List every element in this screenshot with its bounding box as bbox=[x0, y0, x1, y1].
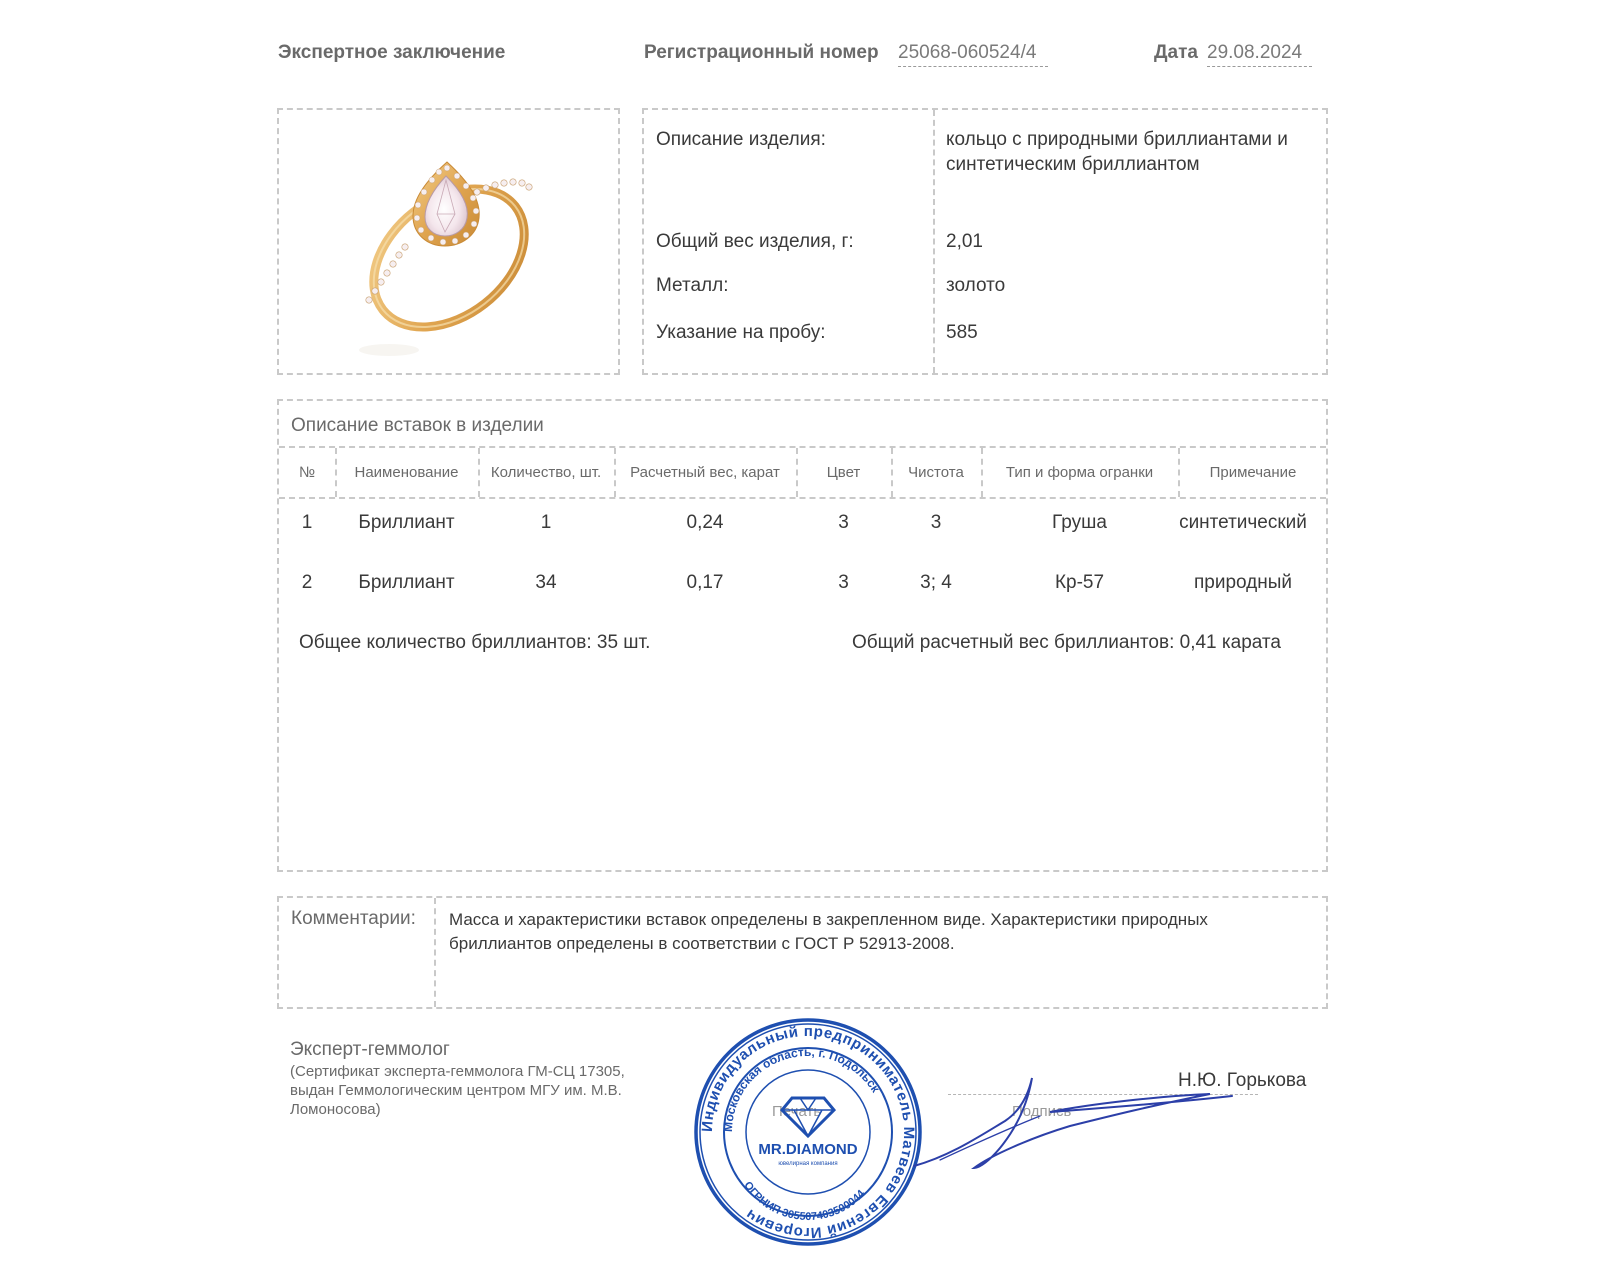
table-cell: 0,24 bbox=[686, 512, 724, 533]
table-cell: Груша bbox=[1052, 512, 1107, 533]
metal-label: Металл: bbox=[656, 275, 729, 296]
company-stamp bbox=[692, 1016, 924, 1248]
table-cell: 3 bbox=[838, 512, 849, 533]
stamp-inner-text: Московская область, г. Подольск bbox=[720, 1044, 883, 1133]
table-cell: 1 bbox=[540, 512, 552, 533]
diamond-logo-icon bbox=[782, 1098, 834, 1136]
table-cell: 34 bbox=[535, 572, 557, 593]
table-cell: Бриллиант bbox=[358, 572, 455, 593]
comments-text: Масса и характеристики вставок определены в закрепленном виде. Характеристики природных бриллиантов определены в соответствии с ГОСТ Р 52913-2008. bbox=[449, 910, 1208, 953]
metal-value: золото bbox=[946, 275, 1006, 296]
total-count: Общее количество бриллиантов: 35 шт. bbox=[299, 632, 651, 653]
table-cell: 0,17 bbox=[686, 572, 724, 593]
inserts-title: Описание вставок в изделии bbox=[291, 415, 544, 436]
table-cell: Кр-57 bbox=[1054, 572, 1105, 593]
ring-image bbox=[279, 110, 618, 373]
signature-hint: Подпись bbox=[1012, 1103, 1072, 1120]
table-cell: 3 bbox=[930, 512, 942, 533]
reg-number-label: Регистрационный номер bbox=[644, 42, 879, 63]
table-cell: 3 bbox=[838, 572, 849, 593]
column-header-clarity: Чистота bbox=[908, 464, 964, 481]
table-cell: 1 bbox=[301, 512, 313, 533]
expert-name: Н.Ю. Горькова bbox=[1178, 1070, 1307, 1091]
table-cell: Бриллиант bbox=[358, 512, 455, 533]
column-divider bbox=[933, 110, 935, 373]
column-header-note: Примечание bbox=[1209, 464, 1297, 481]
column-divider bbox=[434, 898, 436, 1007]
description-label: Описание изделия: bbox=[656, 129, 826, 150]
column-header-color: Цвет bbox=[826, 464, 861, 481]
document-title: Экспертное заключение bbox=[278, 42, 506, 63]
date-label: Дата bbox=[1154, 42, 1198, 63]
expert-certificate: (Сертификат эксперта-геммолога ГМ-СЦ 17305, выдан Геммологическим центром МГУ им. М.В. Ломоносова) bbox=[290, 1063, 625, 1118]
column-header-quantity: Количество, шт. bbox=[490, 464, 602, 481]
date-value: 29.08.2024 bbox=[1207, 42, 1312, 67]
hallmark-label: Указание на пробу: bbox=[656, 322, 826, 343]
table-cell: синтетический bbox=[1179, 512, 1307, 533]
comments-label: Комментарии: bbox=[291, 908, 416, 929]
description-value: кольцо с природными бриллиантами и синтетическим бриллиантом bbox=[946, 129, 1288, 175]
column-header-number: № bbox=[298, 464, 316, 481]
stamp-hint: Печать bbox=[772, 1103, 822, 1120]
item-description-box bbox=[642, 108, 1328, 375]
stamp-brand: MR.DIAMOND bbox=[758, 1141, 858, 1158]
stamp-brand-sub: ювелирная компания bbox=[778, 1161, 838, 1167]
hallmark-value: 585 bbox=[946, 322, 978, 343]
inserts-box bbox=[277, 399, 1328, 872]
expert-title: Эксперт-геммолог bbox=[290, 1039, 450, 1060]
weight-value: 2,01 bbox=[946, 231, 983, 252]
weight-label: Общий вес изделия, г: bbox=[656, 231, 854, 252]
table-cell: 3; 4 bbox=[920, 572, 952, 593]
comments-box bbox=[277, 896, 1328, 1009]
total-weight: Общий расчетный вес бриллиантов: 0,41 карата bbox=[852, 632, 1281, 653]
stamp-outer-text: Индивидуальный предприниматель Матвеев Евгений Игоревич bbox=[698, 1022, 918, 1242]
reg-number-value: 25068-060524/4 bbox=[898, 42, 1048, 67]
divider bbox=[279, 497, 1326, 499]
table-cell: 2 bbox=[301, 572, 313, 593]
column-header-name: Наименование bbox=[354, 464, 459, 481]
table-cell: природный bbox=[1193, 572, 1293, 593]
signature-scribble bbox=[910, 1076, 1260, 1186]
product-photo-box bbox=[277, 108, 620, 375]
stamp-ogrnip: ОГРНИП 305507403500044 bbox=[741, 1179, 868, 1223]
column-header-weight: Расчетный вес, карат bbox=[630, 464, 780, 481]
column-header-cut: Тип и форма огранки bbox=[1005, 464, 1154, 481]
